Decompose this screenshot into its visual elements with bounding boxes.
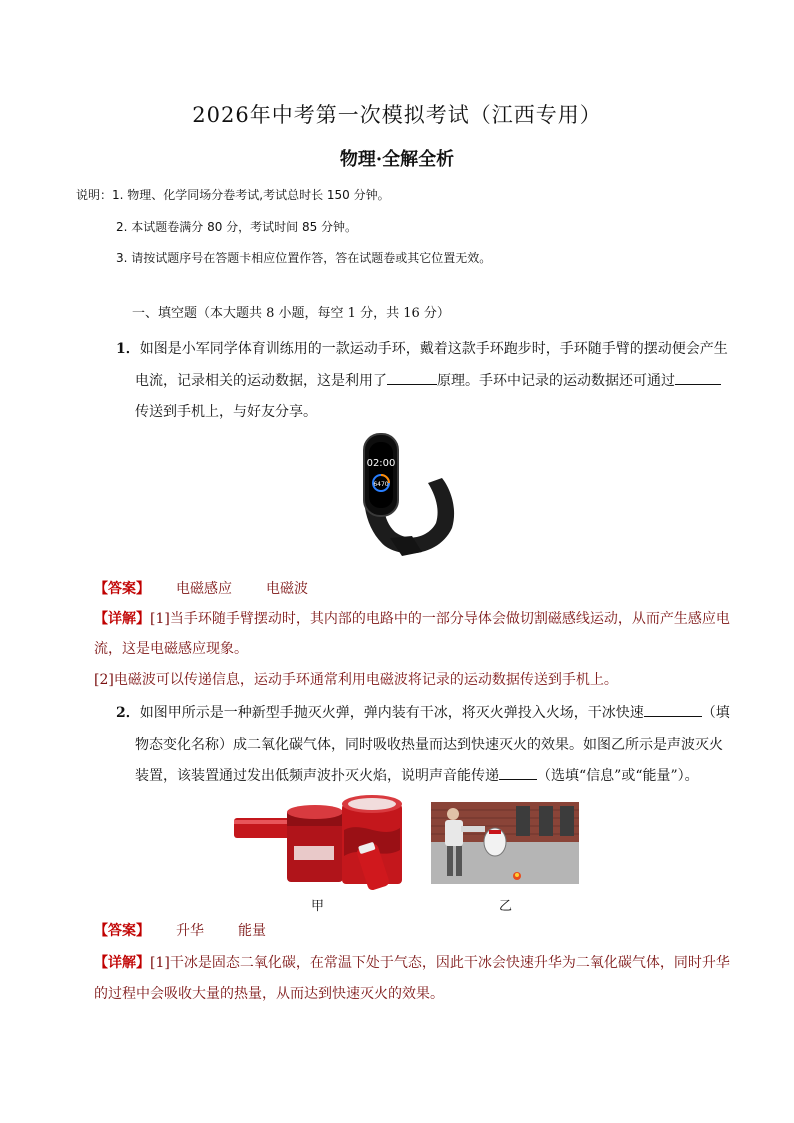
instruction-item-1: 1. 物理、化学同场分卷考试,考试总时长 150 分钟。 [112, 188, 390, 202]
q1-answer-1: 电磁感应 [176, 581, 232, 597]
instructions-label: 说明： [76, 188, 113, 202]
q1-line2 [135, 370, 721, 390]
sonic-extinguisher-image [431, 802, 579, 884]
q1-text-1: 如图是小军同学体育训练用的一款运动手环，戴着这款手环跑步时，手环随手臂的摆动便会产生 [139, 341, 728, 357]
q2-answer-2: 能量 [238, 923, 266, 939]
q2-text-3a: 装置，该装置通过发出低频声波扑灭火焰，说明声音能传递 [135, 768, 499, 784]
q2-text-1a: 如图甲所示是一种新型手抛灭火弹，弹内装有干冰，将灭火弹投入火场，干冰快速 [139, 705, 644, 721]
q1-detail-2: 流，这是电磁感应现象。 [94, 641, 248, 657]
q2-line3 [135, 765, 699, 785]
instruction-item-3: 3. 请按试题序号在答题卡相应位置作答，答在试题卷或其它位置无效。 [116, 251, 492, 265]
q2-blank-2 [499, 765, 537, 780]
exam-title: 2026年中考第一次模拟考试（江西专用） [192, 103, 602, 127]
q2-answer-1: 升华 [176, 923, 204, 939]
q2-text-2: 物态变化名称）成二氧化碳气体，同时吸收热量而达到快速灭火的效果。如图乙所示是声波灭火 [135, 737, 723, 753]
q2-detail-line1 [94, 952, 730, 972]
q2-detail-2: 的过程中会吸收大量的热量，从而达到快速灭火的效果。 [94, 986, 444, 1002]
q1-blank-1 [387, 370, 437, 385]
q1-line1 [116, 338, 728, 358]
q1-text-3: 传送到手机上，与好友分享。 [135, 404, 317, 420]
q1-detail-tag: 【详解】 [94, 611, 150, 627]
q1-blank-2 [675, 370, 721, 385]
q2-text-1b: （填 [701, 705, 730, 721]
exam-subtitle: 物理·全解全析 [339, 149, 455, 170]
q2-answer-tag: 【答案】 [94, 923, 150, 939]
q1-detail-3: [2]电磁波可以传递信息，运动手环通常利用电磁波将记录的运动数据传送到手机上。 [94, 672, 618, 688]
q2-text-3b: （选填“信息”或“能量”）。 [537, 768, 699, 784]
caption-right: 乙 [499, 899, 513, 914]
q2-answer-line [94, 920, 266, 940]
band-steps-text: 6470 [373, 481, 389, 488]
q1-answer-2: 电磁波 [266, 581, 308, 597]
fire-bomb-image [232, 790, 408, 892]
q2-line1 [116, 702, 730, 722]
fitness-band-image [350, 428, 460, 563]
q2-detail-tag: 【详解】 [94, 955, 150, 971]
q2-detail-1: [1]干冰是固态二氧化碳，在常温下处于气态，因此干冰会快速升华为二氧化碳气体，同时升华 [150, 955, 730, 971]
q1-text-2a: 电流，记录相关的运动数据，这是利用了 [135, 373, 387, 389]
q1-text-2b: 原理。手环中记录的运动数据还可通过 [437, 373, 675, 389]
q1-detail-1: [1]当手环随手臂摆动时，其内部的电路中的一部分导体会做切割磁感线运动，从而产生感应电 [150, 611, 730, 627]
instructions-lead [76, 186, 390, 203]
instruction-item-2: 2. 本试题卷满分 80 分，考试时间 85 分钟。 [116, 220, 358, 234]
q2-blank-1 [644, 702, 702, 717]
q1-detail-line1 [94, 608, 730, 628]
section-heading: 一、填空题（本大题共 8 小题，每空 1 分，共 16 分） [132, 306, 450, 321]
band-time-text: 02:00 [366, 458, 396, 469]
q2-number: 2． [116, 705, 140, 721]
q1-answer-line [94, 578, 308, 598]
q1-answer-tag: 【答案】 [94, 581, 150, 597]
caption-left: 甲 [311, 899, 325, 914]
q1-number: 1． [116, 341, 140, 357]
